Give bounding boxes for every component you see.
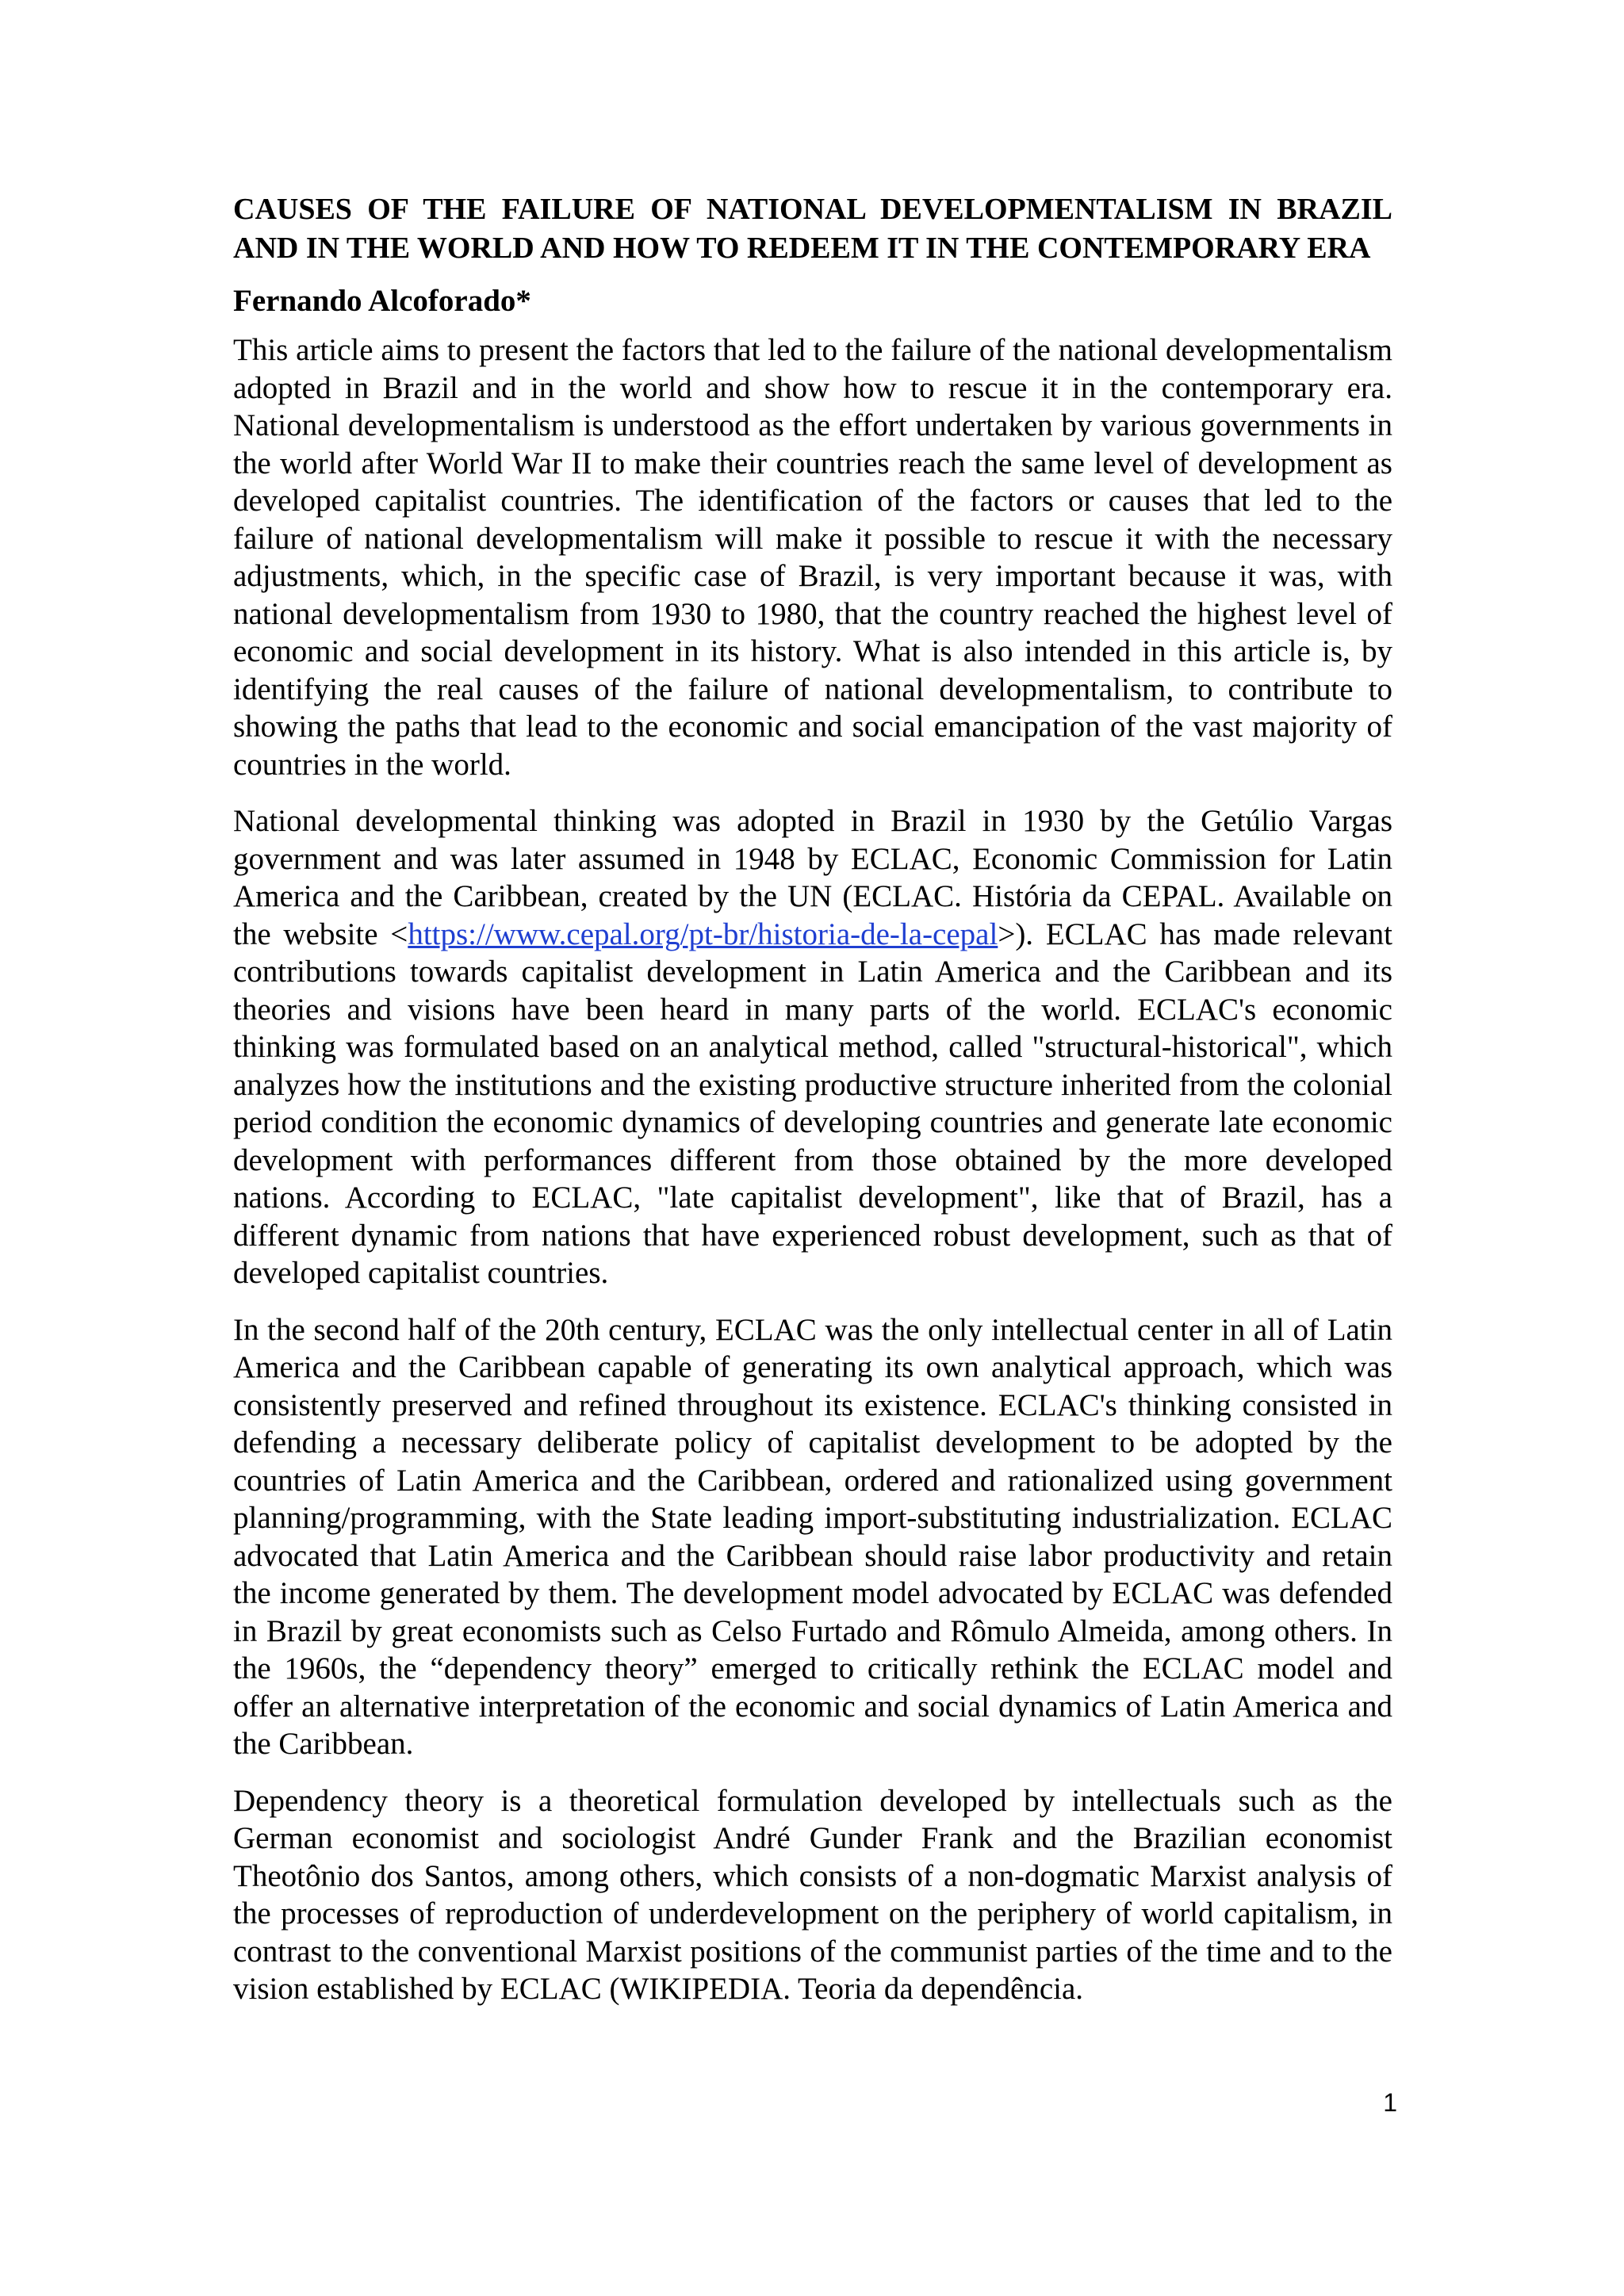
paragraph-2-text-after-link: >). ECLAC has made relevant contributions towards capitalist development in Latin America and the Caribbean and its theories and visions have been heard in many parts of the world. ECLAC's economic thinking was formulated based on an analytical method, called "structural-historical", which analyzes how the institutions and the existing productive structure inherited from the colonial period condition the economic dynamics of developing countries and generate late economic development with performances different from those obtained by the more developed nations. According to ECLAC, "late capitalist development", like that of Brazil, has a different dynamic from nations that have experienced robust development, such as that of developed capitalist countries. bbox=[233, 916, 1392, 1290]
paragraph-2-text-before-link: National developmental thinking was adopted in Brazil in 1930 by the Getúlio Vargas government and was later assumed in 1948 by ECLAC, Economic Commission for Latin America and the Caribbean, created by the UN (ECLAC. História da CEPAL. Available on the website < bbox=[233, 804, 1392, 951]
paragraph-1: This article aims to present the factors that led to the failure of the national developmentalism adopted in Brazil and in the world and show how to rescue it in the contemporary era. National developmentalism is understood as the effort undertaken by various governments in the world after World War II to make their countries reach the same level of development as developed capitalist countries. The identification of the factors or causes that led to the failure of national developmentalism will make it possible to rescue it with the necessary adjustments, which, in the specific case of Brazil, is very important because it was, with national developmentalism from 1930 to 1980, that the country reached the highest level of economic and social development in its history. What is also intended in this article is, by identifying the real causes of the failure of national developmentalism, to contribute to showing the paths that lead to the economic and social emancipation of the vast majority of countries in the world. bbox=[233, 333, 1392, 782]
author-name: Fernando Alcoforado* bbox=[233, 284, 531, 318]
paragraph-3: In the second half of the 20th century, ECLAC was the only intellectual center in all of Latin America and the Caribbean capable of generating its own analytical approach, which was consistently preserved and refined throughout its existence. ECLAC's thinking consisted in defending a necessary deliberate policy of capitalist development to be adopted by the countries of Latin America and the Caribbean, ordered and rationalized using government planning/programming, with the State leading import-substituting industrialization. ECLAC advocated that Latin America and the Caribbean should raise labor productivity and retain the income generated by them. The development model advocated by ECLAC was defended in Brazil by great economists such as Celso Furtado and Rômulo Almeida, among others. In the 1960s, the “dependency theory” emerged to critically rethink the ECLAC model and offer an alternative interpretation of the economic and social dynamics of Latin America and the Caribbean. bbox=[233, 1312, 1392, 1761]
article-title: CAUSES OF THE FAILURE OF NATIONAL DEVELOPMENTALISM IN BRAZIL AND IN THE WORLD AND HOW TO REDEEM IT IN THE CONTEMPORARY ERA bbox=[233, 193, 1392, 265]
document-body bbox=[233, 190, 1392, 2027]
cepal-history-link[interactable]: https://www.cepal.org/pt-br/historia-de-la-cepal bbox=[408, 916, 998, 951]
paragraph-4: Dependency theory is a theoretical formulation developed by intellectuals such as the German economist and sociologist André Gunder Frank and the Brazilian economist Theotônio dos Santos, among others, which consists of a non-dogmatic Marxist analysis of the processes of reproduction of underdevelopment on the periphery of world capitalism, in contrast to the conventional Marxist positions of the communist parties of the time and to the vision established by ECLAC (WIKIPEDIA. Teoria da dependência. bbox=[233, 1783, 1392, 2006]
page-number: 1 bbox=[1383, 2088, 1397, 2117]
paragraph-2 bbox=[233, 802, 1392, 1292]
